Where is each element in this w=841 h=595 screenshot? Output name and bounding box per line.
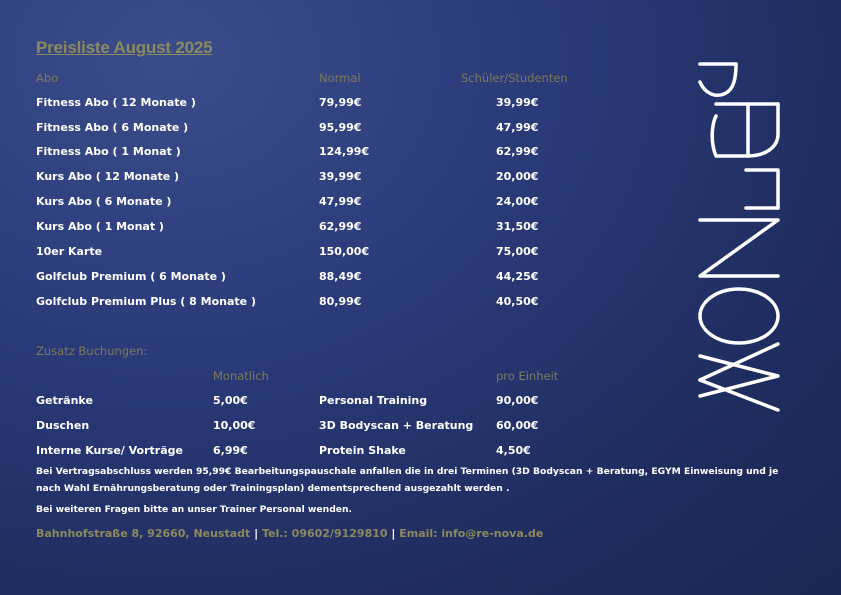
zusatz-monthly-price: 5,00€: [213, 394, 248, 407]
abo-student-price: 47,99€: [496, 121, 539, 134]
abo-name: Kurs Abo ( 12 Monate ): [36, 170, 180, 183]
separator: |: [387, 527, 400, 540]
unit-column-header: pro Einheit: [496, 369, 559, 383]
monthly-column-header: Monatlich: [213, 369, 269, 383]
abo-name: Fitness Abo ( 1 Monat ): [36, 145, 181, 158]
zusatz-monthly-price: 6,99€: [213, 444, 248, 457]
abo-name: Kurs Abo ( 6 Monate ): [36, 195, 172, 208]
zusatz-unit-price: 60,00€: [496, 419, 539, 432]
zusatz-monthly-price: 10,00€: [213, 419, 256, 432]
zusatz-monthly-name: Duschen: [36, 419, 90, 432]
zusatz-unit-name: Protein Shake: [319, 444, 406, 457]
separator: |: [250, 527, 262, 540]
zusatz-unit-price: 4,50€: [496, 444, 531, 457]
student-column-header: Schüler/Studenten: [461, 71, 568, 85]
abo-student-price: 39,99€: [496, 96, 539, 109]
abo-normal-price: 80,99€: [319, 295, 362, 308]
abo-student-price: 20,00€: [496, 170, 539, 183]
abo-name: Golfclub Premium Plus ( 8 Monate ): [36, 295, 256, 308]
zusatz-monthly-name: Interne Kurse/ Vorträge: [36, 444, 183, 457]
questions-note: Bei weiteren Fragen bitte an unser Trainer Personal wenden.: [36, 504, 353, 515]
abo-normal-price: 124,99€: [319, 145, 370, 158]
abo-student-price: 75,00€: [496, 245, 539, 258]
email-link[interactable]: Email: info@re-nova.de: [399, 527, 544, 540]
abo-normal-price: 47,99€: [319, 195, 362, 208]
abo-student-price: 24,00€: [496, 195, 539, 208]
abo-normal-price: 79,99€: [319, 96, 362, 109]
abo-normal-price: 95,99€: [319, 121, 362, 134]
abo-student-price: 62,99€: [496, 145, 539, 158]
abo-normal-price: 150,00€: [319, 245, 370, 258]
abo-name: Golfclub Premium ( 6 Monate ): [36, 270, 226, 283]
abo-column-header: Abo: [36, 71, 59, 85]
abo-normal-price: 62,99€: [319, 220, 362, 233]
contract-note: Bei Vertragsabschluss werden 95,99€ Bearbeitungspauschale anfallen die in drei Terminen (3D Bodyscan + Beratung, EGYM Einweisung und je nach Wahl Ernährungsberatung oder Trainingsplan) dementsprechend ausgezahlt werden .: [36, 466, 779, 494]
zusatz-heading: Zusatz Buchungen:: [36, 344, 148, 358]
zusatz-unit-name: 3D Bodyscan + Beratung: [319, 419, 474, 432]
normal-column-header: Normal: [319, 71, 361, 85]
abo-normal-price: 39,99€: [319, 170, 362, 183]
page-title: Preisliste August 2025: [36, 38, 213, 57]
abo-name: 10er Karte: [36, 245, 103, 258]
abo-student-price: 44,25€: [496, 270, 539, 283]
zusatz-monthly-name: Getränke: [36, 394, 93, 407]
contact-line: [36, 527, 543, 540]
zusatz-unit-name: Personal Training: [319, 394, 428, 407]
phone-text: Tel.: 09602/9129810: [261, 527, 388, 540]
re-nova-logo: [690, 58, 786, 418]
zusatz-unit-price: 90,00€: [496, 394, 539, 407]
address-text: Bahnhofstraße 8, 92660, Neustadt: [36, 527, 251, 540]
abo-student-price: 31,50€: [496, 220, 539, 233]
abo-student-price: 40,50€: [496, 295, 539, 308]
abo-name: Kurs Abo ( 1 Monat ): [36, 220, 164, 233]
abo-name: Fitness Abo ( 6 Monate ): [36, 121, 189, 134]
abo-name: Fitness Abo ( 12 Monate ): [36, 96, 196, 109]
abo-normal-price: 88,49€: [319, 270, 362, 283]
